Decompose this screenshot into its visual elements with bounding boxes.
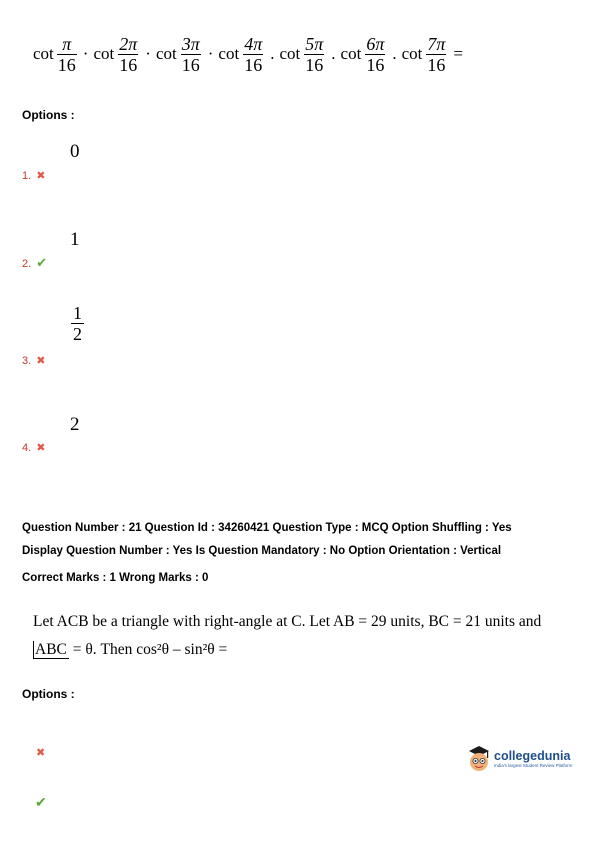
mascot-icon — [466, 744, 492, 774]
fraction: $\frac{3\pi}{16}$ — [181, 33, 200, 75]
option-2-value: 1 — [70, 229, 80, 250]
fraction: $\frac{2\pi}{16}$ — [119, 33, 138, 75]
collegedunia-logo — [466, 744, 572, 774]
question-meta-line2: Display Question Number : Yes Is Question Mandatory : No Option Orientation : Vertical — [22, 545, 502, 557]
logo-name: collegedunia — [494, 749, 571, 763]
separator: . — [392, 44, 397, 63]
option-number: 1. — [22, 170, 32, 182]
check-icon: ✔ — [36, 255, 48, 270]
separator: · — [207, 44, 214, 63]
check-icon[interactable]: ✔ — [35, 794, 47, 810]
equals-sign: = — [453, 44, 464, 63]
cot-fn: cot — [340, 44, 362, 63]
separator: · — [145, 44, 151, 63]
option-4[interactable] — [22, 441, 45, 454]
cot-fn: cot — [155, 44, 177, 63]
question-meta-line1: Question Number : 21 Question Id : 34260421 Question Type : MCQ Option Shuffling : Yes — [22, 522, 512, 534]
option-1-value: 0 — [70, 141, 80, 162]
fraction-denominator: 2 — [73, 324, 82, 344]
question-text-line1: Let ACB be a triangle with right-angle at C. Let AB = 29 units, BC = 21 units and — [33, 613, 542, 630]
question-text-rest: = θ. Then cos²θ – sin²θ = — [68, 641, 228, 658]
cot-fn: cot — [401, 44, 423, 63]
option-3-value — [71, 303, 84, 344]
cot-fn: cot — [33, 44, 54, 63]
options-label-q21: Options : — [22, 687, 75, 701]
fraction-numerator: 1 — [73, 303, 82, 323]
fraction: $\frac{5\pi}{16}$ — [305, 33, 324, 75]
question-meta-line3: Correct Marks : 1 Wrong Marks : 0 — [22, 572, 209, 584]
option-1[interactable] — [22, 169, 45, 182]
cot-fn: cot — [279, 44, 301, 63]
fraction: $\frac{\pi}{16}$ — [57, 33, 76, 75]
cot-fn: cot — [93, 44, 115, 63]
question-text-line2 — [33, 641, 227, 659]
option-number: 2. — [22, 258, 32, 270]
cross-icon[interactable]: ✖ — [36, 747, 46, 759]
cot-fn: cot — [218, 44, 240, 63]
option-3[interactable] — [22, 354, 45, 367]
cross-icon: ✖ — [36, 170, 46, 182]
separator: · — [82, 44, 89, 63]
option-number: 3. — [22, 355, 32, 367]
fraction: $\frac{7\pi}{16}$ — [427, 33, 446, 75]
cross-icon: ✖ — [36, 442, 46, 454]
fraction: $\frac{6\pi}{16}$ — [366, 33, 385, 75]
angle-abc: ABC — [35, 641, 67, 658]
cot-product-expression — [33, 28, 463, 80]
separator: . — [270, 44, 275, 63]
options-label: Options : — [22, 108, 75, 122]
option-4-value: 2 — [70, 414, 80, 435]
fraction: $\frac{4\pi}{16}$ — [244, 33, 263, 75]
option-2[interactable] — [22, 255, 47, 271]
option-number: 4. — [22, 442, 32, 454]
cross-icon: ✖ — [36, 355, 46, 367]
logo-tagline: India's largest Student Review Platform — [494, 763, 573, 768]
separator: . — [331, 44, 336, 63]
